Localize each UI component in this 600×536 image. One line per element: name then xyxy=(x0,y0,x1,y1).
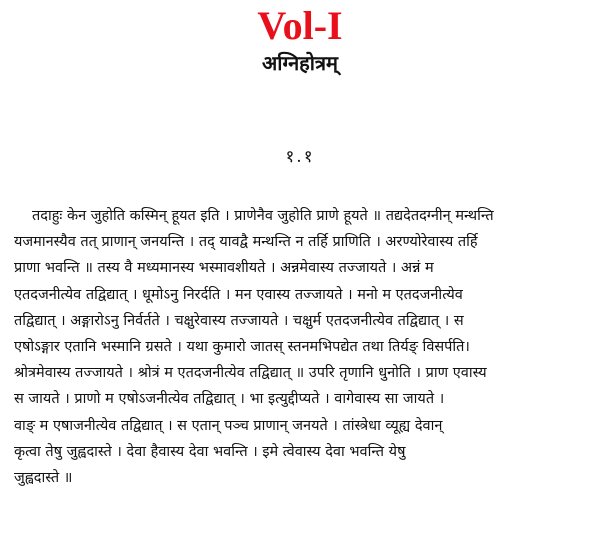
paragraph-line: एतदजनीत्येव तद्विद्यात् । धूमोऽनु निरर्दति । मन एवास्य तज्जायते । मनो म एतदजनीत्येव xyxy=(14,286,463,303)
paragraph-line: स जायते । प्राणो म एषोऽजनीत्येव तद्विद्यात् । भा इत्युद्दीप्यते । वागेवास्य सा जायते । xyxy=(14,391,445,408)
paragraph xyxy=(14,203,590,491)
paragraph-line: एषोऽङ्गार एतानि भस्मानि ग्रसते । यथा कुमारो जातस् स्तनमभिपद्येत तथा तिर्यङ् विसर्पति। xyxy=(14,338,470,355)
chapter-subtitle: अग्निहोत्रम् xyxy=(262,51,338,75)
paragraph-line: तद्विद्यात् । अङ्गारोऽनु निर्वर्तते । चक्षुरेवास्य तज्जायते । चक्षुर्म एतदजनीत्येव तद्विद्यात् । स xyxy=(14,312,464,329)
paragraph-line: जुह्वदास्ते ॥ xyxy=(14,469,73,486)
paragraph-line: तदाहुः केन जुहोति कस्मिन् हूयत इति । प्राणेनैव जुहोति प्राणे हूयते ॥ तद्यदेतदग्नीन् मन्थन्ति xyxy=(32,208,494,224)
volume-title: Vol-I xyxy=(257,3,343,48)
paragraph-line: वाङ् म एषाजनीत्येव तद्विद्यात् । स एतान् पञ्च प्राणान् जनयते । तांस्त्रेधा व्यूह्य देवान् xyxy=(14,417,443,434)
paragraph-line: प्राणा भवन्ति ॥ तस्य वै मध्यमानस्य भस्मावशीयते । अन्नमेवास्य तज्जायते । अन्नं म xyxy=(14,260,434,277)
section-number: १.१ xyxy=(285,147,315,167)
paragraph-line: यजमानस्यैव तत् प्राणान् जनयन्ति । तद् यावद्वै मन्थन्ति न तर्हि प्राणिति । अरण्योरेवास्य तर्हि xyxy=(14,234,478,251)
paragraph-line: श्रोत्रमेवास्य तज्जायते । श्रोत्रं म एतदजनीत्येव तद्विद्यात् ॥ उपरि तृणानि धुनोति । प्राण एवास्य xyxy=(14,365,487,382)
paragraph-line: कृत्वा तेषु जुह्वदास्ते । देवा हैवास्य देवा भवन्ति । इमे त्वेवास्य देवा भवन्ति येषु xyxy=(14,443,406,460)
